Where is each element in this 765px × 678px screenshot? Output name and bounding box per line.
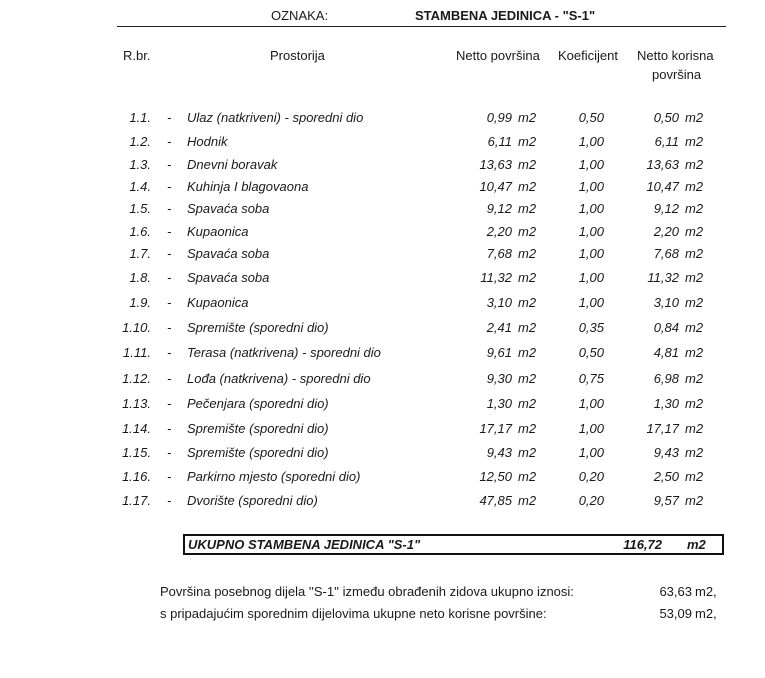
coefficient: 1,00	[578, 445, 604, 460]
netto-area: 13,63	[479, 157, 512, 172]
netto-unit: m2	[518, 134, 537, 149]
usable-unit: m2	[685, 396, 704, 411]
netto-unit: m2	[518, 157, 537, 172]
room-name: Spremište (sporedni dio)	[187, 421, 329, 436]
row-dash: -	[167, 445, 172, 460]
usable-unit: m2	[685, 295, 704, 310]
usable-area: 10,47	[646, 179, 679, 194]
total-box	[183, 534, 724, 555]
header-rule	[117, 26, 726, 27]
usable-unit: m2	[685, 371, 704, 386]
usable-area: 11,32	[647, 270, 679, 285]
netto-area: 1,30	[486, 396, 512, 411]
room-name: Spremište (sporedni dio)	[187, 445, 329, 460]
room-name: Dvorište (sporedni dio)	[187, 493, 318, 508]
row-dash: -	[167, 295, 172, 310]
coefficient: 1,00	[578, 396, 604, 411]
netto-area: 12,50	[479, 469, 512, 484]
oznaka-label: OZNAKA:	[271, 8, 329, 23]
row-number: 1.9.	[129, 295, 151, 310]
col-header-koeficijent: Koeficijent	[558, 48, 618, 63]
row-dash: -	[167, 134, 172, 149]
row-number: 1.12.	[122, 371, 151, 386]
row-dash: -	[167, 469, 172, 484]
row-number: 1.1.	[129, 110, 151, 125]
coefficient: 0,20	[578, 493, 604, 508]
room-name: Terasa (natkrivena) - sporedni dio	[187, 345, 381, 360]
usable-unit: m2	[685, 201, 704, 216]
footer-line2-unit: m2,	[695, 606, 717, 621]
netto-area: 10,47	[479, 179, 512, 194]
usable-area: 2,50	[653, 469, 679, 484]
usable-area: 4,81	[653, 345, 679, 360]
col-header-netto: Netto površina	[456, 48, 540, 63]
room-name: Kupaonica	[187, 224, 249, 239]
coefficient: 0,35	[578, 320, 604, 335]
room-name: Spremište (sporedni dio)	[187, 320, 329, 335]
netto-area: 17,17	[479, 421, 512, 436]
row-number: 1.17.	[122, 493, 151, 508]
table-row	[0, 224, 765, 244]
usable-unit: m2	[685, 445, 704, 460]
footer-line2-text: s pripadajućim sporednim dijelovima ukupne neto korisne površine:	[160, 606, 547, 621]
netto-area: 11,32	[480, 270, 512, 285]
table-row	[0, 157, 765, 177]
footer-line2-value: 53,09	[659, 606, 692, 621]
row-number: 1.6.	[129, 224, 151, 239]
usable-area: 1,30	[653, 396, 679, 411]
row-dash: -	[167, 201, 172, 216]
row-number: 1.15.	[122, 445, 151, 460]
table-row	[0, 179, 765, 199]
coefficient: 1,00	[578, 179, 604, 194]
table-row	[0, 445, 765, 465]
room-name: Dnevni boravak	[187, 157, 278, 172]
col-header-korisna: Netto korisna	[637, 48, 714, 63]
row-number: 1.14.	[122, 421, 151, 436]
coefficient: 1,00	[578, 201, 604, 216]
row-dash: -	[167, 371, 172, 386]
room-name: Parkirno mjesto (sporedni dio)	[187, 469, 361, 484]
row-dash: -	[167, 246, 172, 261]
netto-unit: m2	[518, 201, 537, 216]
footer-line1-unit: m2,	[695, 584, 717, 599]
footer-line1-text: Površina posebnog dijela ''S-1'' između obrađenih zidova ukupno iznosi:	[160, 584, 574, 599]
netto-unit: m2	[518, 345, 537, 360]
usable-unit: m2	[685, 469, 704, 484]
netto-area: 6,11	[487, 134, 512, 149]
usable-unit: m2	[685, 224, 704, 239]
netto-unit: m2	[518, 445, 537, 460]
row-dash: -	[167, 320, 172, 335]
footer-line1-value: 63,63	[659, 584, 692, 599]
table-row	[0, 421, 765, 441]
netto-area: 9,43	[486, 445, 512, 460]
table-row	[0, 493, 765, 513]
coefficient: 1,00	[578, 157, 604, 172]
coefficient: 1,00	[578, 224, 604, 239]
row-number: 1.8.	[129, 270, 151, 285]
room-name: Kupaonica	[187, 295, 249, 310]
netto-unit: m2	[518, 224, 537, 239]
row-dash: -	[167, 421, 172, 436]
netto-area: 2,20	[486, 224, 512, 239]
netto-unit: m2	[518, 396, 537, 411]
room-name: Ulaz (natkriveni) - sporedni dio	[187, 110, 364, 125]
coefficient: 0,50	[578, 110, 604, 125]
row-dash: -	[167, 157, 172, 172]
total-label: UKUPNO STAMBENA JEDINICA "S-1"	[188, 537, 421, 552]
netto-unit: m2	[518, 421, 537, 436]
netto-unit: m2	[518, 469, 537, 484]
row-number: 1.13.	[122, 396, 151, 411]
coefficient: 0,50	[578, 345, 604, 360]
usable-area: 0,50	[653, 110, 679, 125]
usable-area: 6,11	[654, 134, 679, 149]
usable-area: 9,57	[653, 493, 679, 508]
netto-area: 9,61	[486, 345, 512, 360]
table-row	[0, 469, 765, 489]
netto-unit: m2	[518, 320, 537, 335]
netto-unit: m2	[518, 179, 537, 194]
row-dash: -	[167, 270, 172, 285]
usable-unit: m2	[685, 345, 704, 360]
table-row	[0, 396, 765, 416]
netto-area: 9,30	[486, 371, 512, 386]
total-unit: m2	[687, 537, 706, 552]
usable-area: 9,43	[653, 445, 679, 460]
room-name: Hodnik	[187, 134, 228, 149]
row-number: 1.3.	[129, 157, 151, 172]
table-row	[0, 270, 765, 290]
netto-unit: m2	[518, 493, 537, 508]
coefficient: 1,00	[578, 421, 604, 436]
coefficient: 0,75	[578, 371, 604, 386]
table-row	[0, 320, 765, 340]
netto-area: 2,41	[486, 320, 512, 335]
usable-unit: m2	[685, 270, 704, 285]
room-name: Pečenjara (sporedni dio)	[187, 396, 329, 411]
netto-unit: m2	[518, 371, 537, 386]
usable-area: 3,10	[653, 295, 679, 310]
row-number: 1.7.	[129, 246, 151, 261]
usable-unit: m2	[685, 493, 704, 508]
netto-area: 3,10	[486, 295, 512, 310]
row-dash: -	[167, 110, 172, 125]
usable-area: 7,68	[653, 246, 679, 261]
netto-area: 7,68	[486, 246, 512, 261]
col-header-prostorija: Prostorija	[270, 48, 325, 63]
row-number: 1.11.	[123, 345, 151, 360]
row-dash: -	[167, 224, 172, 239]
netto-unit: m2	[518, 295, 537, 310]
row-number: 1.16.	[122, 469, 151, 484]
netto-unit: m2	[518, 246, 537, 261]
table-row	[0, 295, 765, 315]
row-dash: -	[167, 345, 172, 360]
usable-unit: m2	[685, 157, 704, 172]
usable-unit: m2	[685, 320, 704, 335]
coefficient: 0,20	[578, 469, 604, 484]
usable-unit: m2	[685, 110, 704, 125]
table-row	[0, 371, 765, 391]
coefficient: 1,00	[578, 246, 604, 261]
row-dash: -	[167, 396, 172, 411]
row-dash: -	[167, 179, 172, 194]
room-name: Spavaća soba	[187, 201, 270, 216]
room-name: Spavaća soba	[187, 270, 270, 285]
netto-area: 9,12	[486, 201, 512, 216]
usable-area: 13,63	[646, 157, 679, 172]
table-row	[0, 134, 765, 154]
room-name: Kuhinja I blagovaona	[187, 179, 309, 194]
unit-title: STAMBENA JEDINICA - "S-1"	[415, 8, 596, 23]
room-name: Spavaća soba	[187, 246, 270, 261]
netto-unit: m2	[518, 270, 537, 285]
row-number: 1.2.	[129, 134, 151, 149]
usable-area: 6,98	[653, 371, 679, 386]
coefficient: 1,00	[578, 134, 604, 149]
table-row	[0, 246, 765, 266]
coefficient: 1,00	[578, 295, 604, 310]
usable-unit: m2	[685, 179, 704, 194]
row-dash: -	[167, 493, 172, 508]
usable-unit: m2	[685, 134, 704, 149]
usable-area: 2,20	[653, 224, 679, 239]
room-name: Lođa (natkrivena) - sporedni dio	[187, 371, 371, 386]
row-number: 1.5.	[129, 201, 151, 216]
usable-area: 17,17	[646, 421, 679, 436]
table-row	[0, 201, 765, 221]
coefficient: 1,00	[578, 270, 604, 285]
row-number: 1.4.	[129, 179, 151, 194]
row-number: 1.10.	[122, 320, 151, 335]
netto-area: 47,85	[479, 493, 512, 508]
col-header-rbr: R.br.	[123, 48, 151, 63]
usable-unit: m2	[685, 246, 704, 261]
usable-unit: m2	[685, 421, 704, 436]
usable-area: 9,12	[653, 201, 679, 216]
table-row	[0, 110, 765, 130]
netto-area: 0,99	[486, 110, 512, 125]
total-value: 116,72	[623, 537, 662, 552]
netto-unit: m2	[518, 110, 537, 125]
table-row	[0, 345, 765, 365]
usable-area: 0,84	[653, 320, 679, 335]
col-header-korisna-2: površina	[652, 67, 702, 82]
